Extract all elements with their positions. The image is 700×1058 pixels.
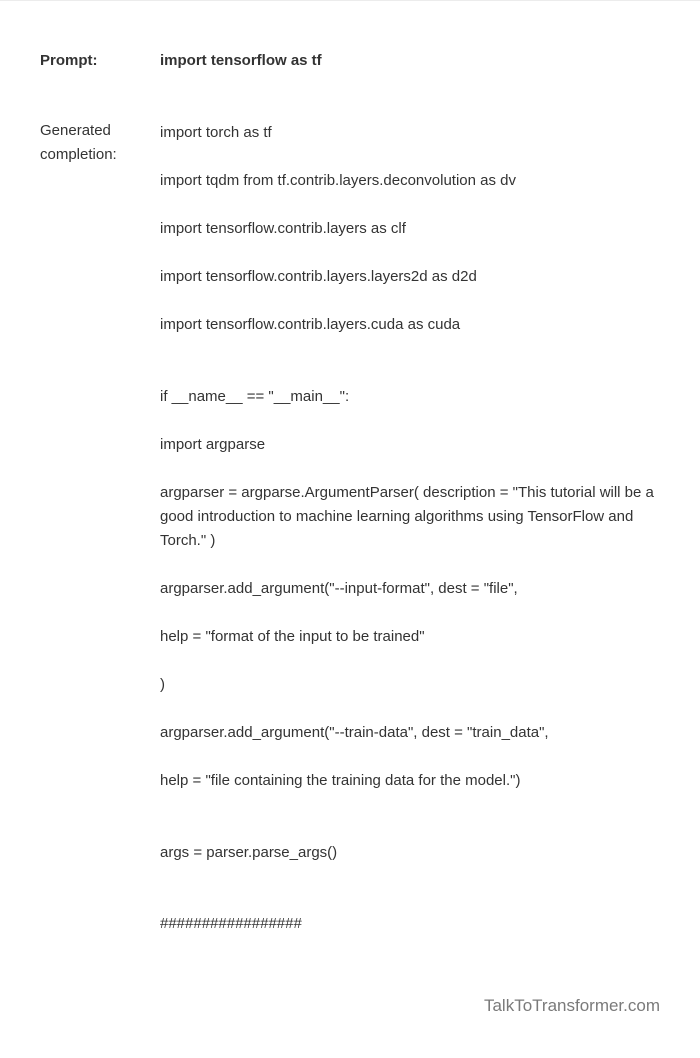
- completion-line: argparser = argparse.ArgumentParser( description = "This tutorial will be a good introduction to machine learning algorithms using TensorFlow and Torch." ): [160, 484, 659, 549]
- completion-line: argparser.add_argument("--train-data", dest = "train_data",: [160, 724, 549, 741]
- completion-line: import argparse: [160, 436, 266, 453]
- completion-line: help = "file containing the training data for the model."): [160, 772, 521, 789]
- completion-line: help = "format of the input to be trained": [160, 628, 425, 645]
- completion-line: import tensorflow.contrib.layers.layers2d as d2d: [160, 268, 477, 285]
- completion-line: import torch as tf: [160, 124, 272, 141]
- completion-line: ): [160, 676, 165, 693]
- completion-line: if __name__ == "__main__":: [160, 388, 350, 405]
- completion-line: import tensorflow.contrib.layers.cuda as cuda: [160, 316, 461, 333]
- watermark: TalkToTransformer.com: [483, 996, 660, 1015]
- completion-label-line1: Generated: [40, 122, 111, 139]
- completion-line: #################: [160, 915, 302, 932]
- completion-line: argparser.add_argument("--input-format", dest = "file",: [160, 580, 518, 597]
- completion-line: args = parser.parse_args(): [160, 844, 338, 861]
- completion-line: import tensorflow.contrib.layers as clf: [160, 220, 406, 237]
- prompt-label: Prompt:: [40, 52, 98, 69]
- completion-line: import tqdm from tf.contrib.layers.deconvolution as dv: [160, 172, 516, 189]
- completion-label-line2: completion:: [40, 146, 117, 163]
- prompt-value: import tensorflow as tf: [160, 52, 322, 69]
